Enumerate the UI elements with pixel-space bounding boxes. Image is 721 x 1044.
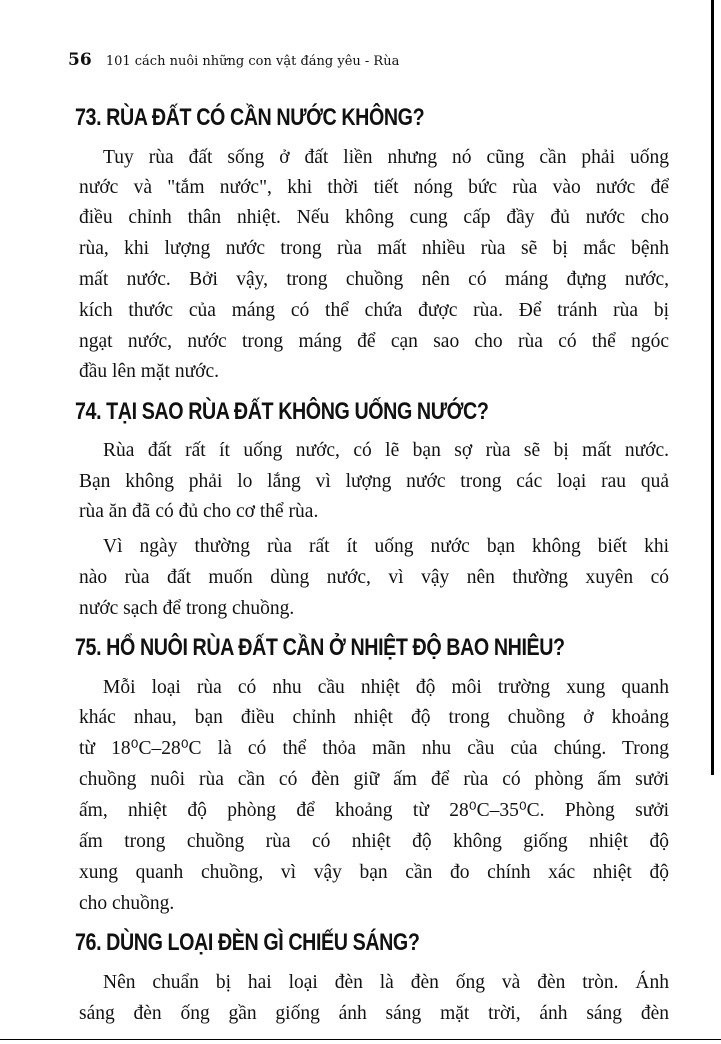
text-line: đầu lên mặt nước. bbox=[79, 361, 220, 382]
running-header bbox=[68, 50, 399, 70]
text-line: Bạn không phải lo lắng vì lượng nước trong các loại rau quả bbox=[79, 471, 669, 492]
text-line: chuồng nuôi rùa cần có đèn giữ ấm để rùa có phòng ấm sưởi bbox=[79, 769, 669, 790]
text-line: mất nước. Bởi vậy, trong chuồng nên có máng đựng nước, bbox=[79, 269, 669, 290]
text-line: ấm, nhiệt độ phòng để khoảng từ 28⁰C–35⁰C. Phòng sưởi bbox=[79, 800, 669, 821]
text-line: xung quanh chuồng, vì vậy bạn cần đo chính xác nhiệt độ bbox=[79, 862, 669, 883]
text-line: Nên chuẩn bị hai loại đèn là đèn ống và đèn tròn. Ánh bbox=[103, 972, 669, 993]
text-line: nước và "tắm nước", khi thời tiết nóng bức rùa vào nước để bbox=[79, 177, 669, 198]
page-number: 56 bbox=[68, 50, 92, 70]
text-line: khác nhau, bạn điều chỉnh nhiệt độ trong chuồng ở khoảng bbox=[79, 707, 669, 728]
text-line: Tuy rùa đất sống ở đất liền nhưng nó cũng cần phải uống bbox=[103, 147, 669, 168]
section-heading: 76. DÙNG LOẠI ĐÈN GÌ CHIẾU SÁNG? bbox=[75, 929, 420, 956]
text-line: Mỗi loại rùa có nhu cầu nhiệt độ môi trường xung quanh bbox=[103, 677, 669, 698]
text-line: cho chuồng. bbox=[79, 893, 175, 914]
section-heading: 74. TẠI SAO RÙA ĐẤT KHÔNG UỐNG NƯỚC? bbox=[75, 398, 489, 425]
text-line: từ 18⁰C–28⁰C là có thể thỏa mãn nhu cầu của chúng. Trong bbox=[79, 738, 669, 759]
book-title: 101 cách nuôi những con vật đáng yêu - Rùa bbox=[105, 54, 400, 69]
text-line: kích thước của máng có thể chứa được rùa. Để tránh rùa bị bbox=[79, 300, 669, 321]
text-line: rùa ăn đã có đủ cho cơ thể rùa. bbox=[79, 501, 319, 522]
scan-edge-line bbox=[711, 0, 714, 775]
text-line: sáng đèn ống gần giống ánh sáng mặt trời, ánh sáng đèn bbox=[79, 1003, 669, 1024]
text-line: Vì ngày thường rùa rất ít uống nước bạn không biết khi bbox=[103, 536, 669, 557]
text-line: ngạt nước, nước trong máng để cạn sao cho rùa có thể ngóc bbox=[79, 331, 669, 352]
section-heading: 73. RÙA ĐẤT CÓ CẦN NƯỚC KHÔNG? bbox=[75, 104, 425, 131]
text-line: nào rùa đất muốn dùng nước, vì vậy nên thường xuyên có bbox=[79, 567, 669, 588]
text-line: điều chỉnh thân nhiệt. Nếu không cung cấp đầy đủ nước cho bbox=[79, 207, 669, 228]
text-line: ấm trong chuồng rùa có nhiệt độ không giống nhiệt độ bbox=[79, 831, 669, 852]
section-heading: 75. HỔ NUÔI RÙA ĐẤT CẦN Ở NHIỆT ĐỘ BAO NHIÊU? bbox=[75, 634, 565, 661]
text-line: Rùa đất rất ít uống nước, có lẽ bạn sợ rùa sẽ bị mất nước. bbox=[103, 440, 669, 461]
scan-bottom-line bbox=[0, 1039, 721, 1040]
text-line: nước sạch để trong chuồng. bbox=[79, 598, 295, 619]
text-line: rùa, khi lượng nước trong rùa mất nhiều rùa sẽ bị mắc bệnh bbox=[79, 238, 669, 259]
